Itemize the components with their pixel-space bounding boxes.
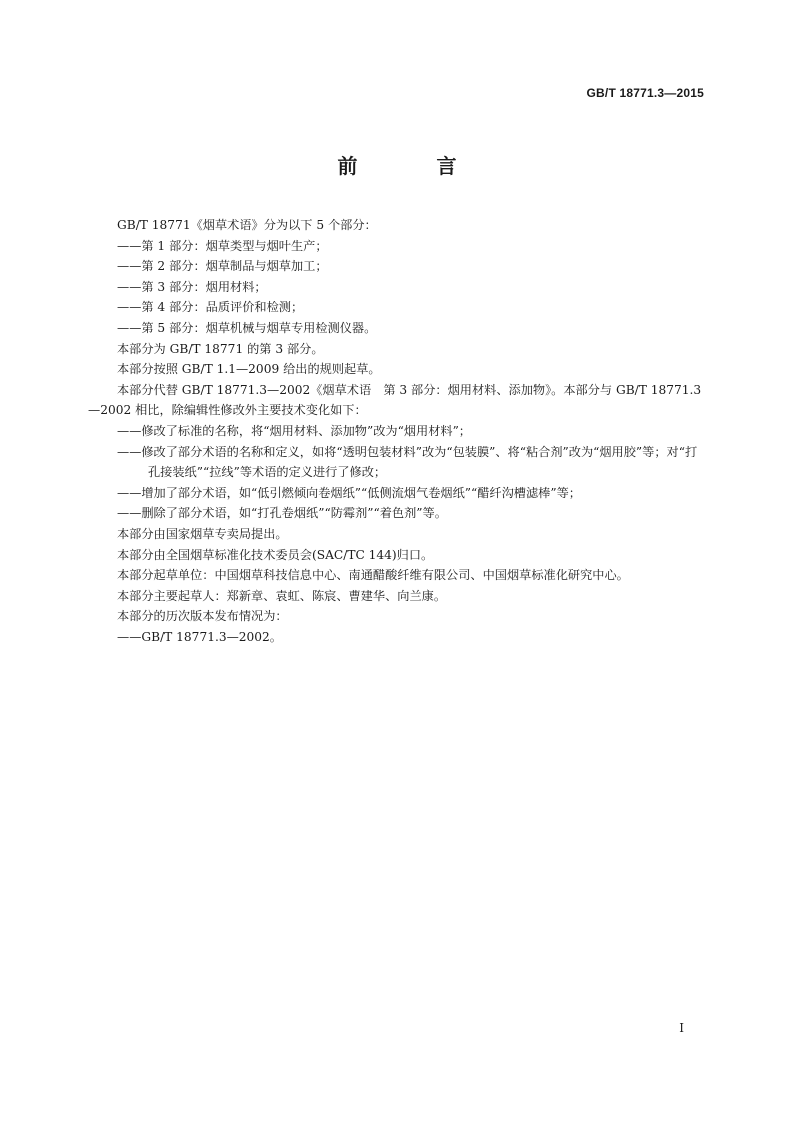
paragraph: 本部分由全国烟草标准化技术委员会(SAC/TC 144)归口。 [117,547,434,562]
list-item: ——第 1 部分：烟草类型与烟叶生产； [117,238,328,253]
document-id: GB/T 18771.3—2015 [586,86,704,100]
page-title: 前 言 [337,154,493,178]
paragraph: 本部分由国家烟草专卖局提出。 [117,526,288,541]
list-item: ——增加了部分术语，如“低引燃倾向卷烟纸”“低侧流烟气卷烟纸”“醋纤沟槽滤棒”等； [117,485,581,500]
paragraph: 本部分起草单位：中国烟草科技信息中心、南通醋酸纤维有限公司、中国烟草标准化研究中心。 [117,568,629,583]
paragraph: GB/T 18771《烟草术语》分为以下 5 个部分： [117,218,377,232]
paragraph: 本部分代替 GB/T 18771.3—2002《烟草术语 第 3 部分：烟用材料、添加物》。本部分与 GB/T 18771.3—2002 相比，除编辑性修改外主要技术变化如下： [88,382,702,418]
list-item: ——删除了部分术语，如“打孔卷烟纸”“防霉剂”“着色剂”等。 [117,506,447,521]
list-item: ——第 4 部分：品质评价和检测； [117,300,304,315]
list-item: ——修改了部分术语的名称和定义，如将“透明包装材料”改为“包装膜”、将“粘合剂”改为“烟用胶”等；对“打孔接装纸”“拉线”等术语的定义进行了修改； [117,444,698,480]
list-item: ——第 2 部分：烟草制品与烟草加工； [117,259,328,274]
page-number: I [679,1021,684,1035]
list-item: ——第 3 部分：烟用材料； [117,279,267,294]
list-item: ——修改了标准的名称，将“烟用材料、添加物”改为“烟用材料”； [117,423,471,438]
paragraph: 本部分主要起草人：郑新章、袁虹、陈宸、曹建华、向兰康。 [117,588,447,603]
list-item: ——第 5 部分：烟草机械与烟草专用检测仪器。 [117,320,377,335]
paragraph: 本部分的历次版本发布情况为： [117,609,288,624]
foreword-body [88,215,706,647]
paragraph: 本部分为 GB/T 18771 的第 3 部分。 [117,341,324,356]
paragraph: 本部分按照 GB/T 1.1—2009 给出的规则起草。 [117,362,381,377]
list-item: ——GB/T 18771.3—2002。 [117,629,282,644]
